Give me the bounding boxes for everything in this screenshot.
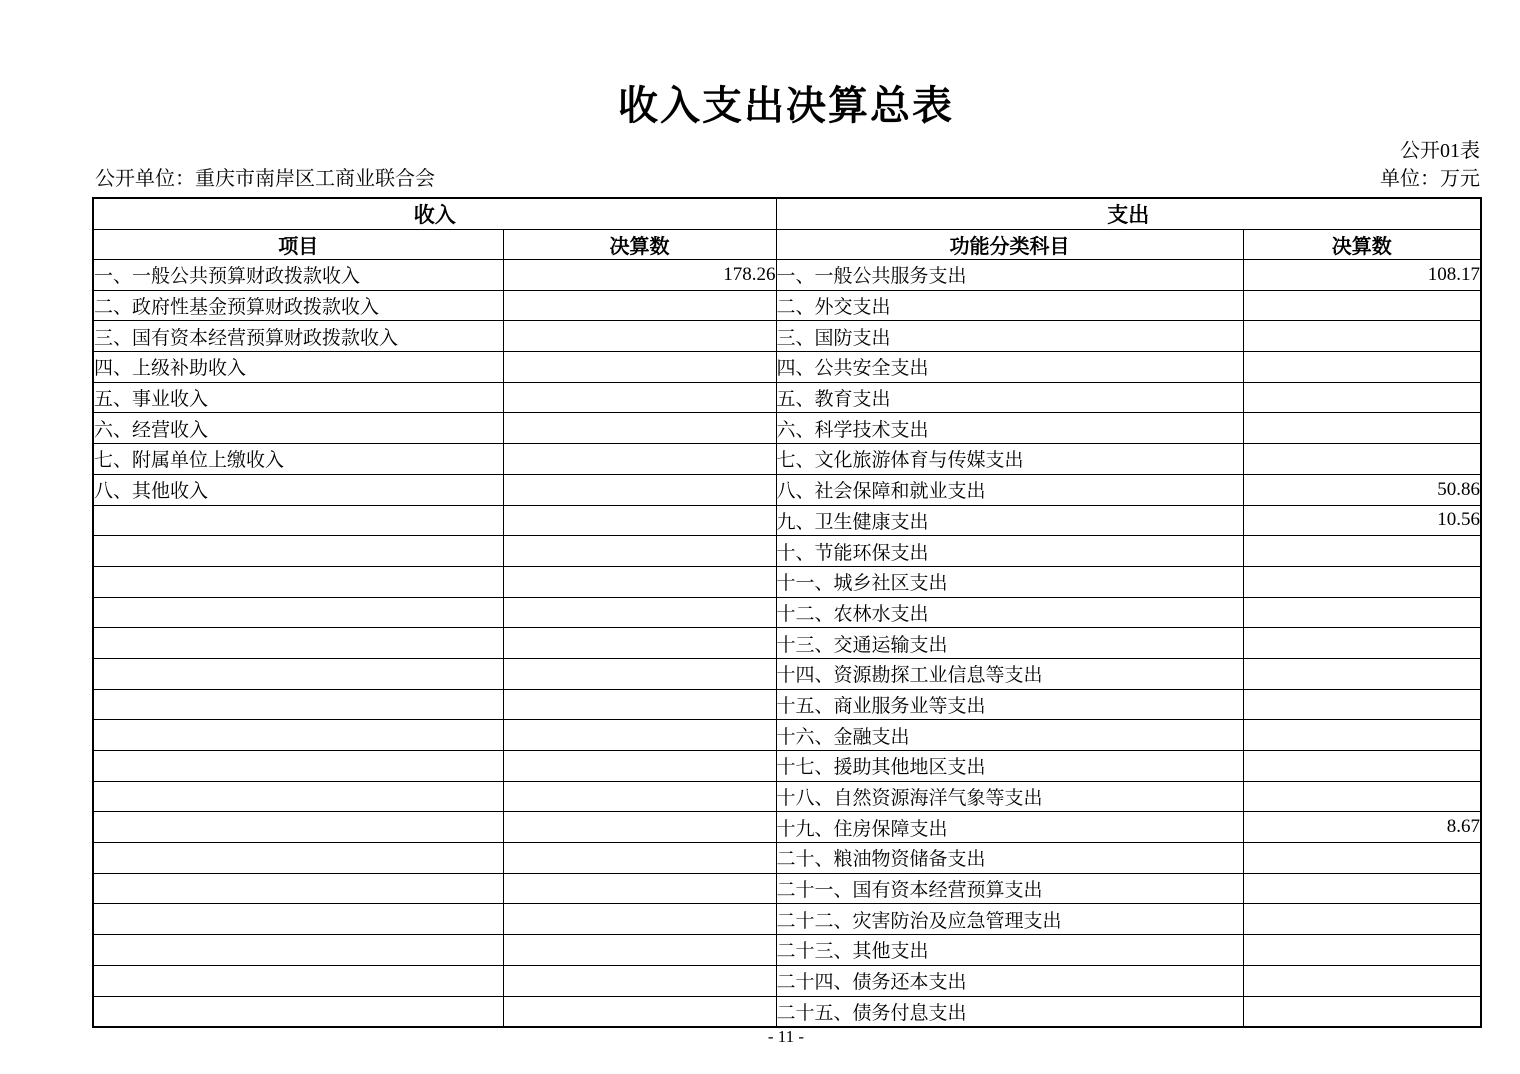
expenditure-amount-cell xyxy=(1243,904,1481,935)
page-number: - 11 - xyxy=(767,1027,805,1046)
expenditure-item-cell: 十八、自然资源海洋气象等支出 xyxy=(776,781,1243,812)
expenditure-amount-cell xyxy=(1243,566,1481,597)
expenditure-amount-cell xyxy=(1243,628,1481,659)
table-row xyxy=(93,260,1481,291)
table-row xyxy=(93,505,1481,536)
expenditure-amount-cell xyxy=(1243,352,1481,383)
income-amount-cell xyxy=(503,505,776,536)
income-amount-cell xyxy=(503,566,776,597)
income-item-cell: 二、政府性基金预算财政拨款收入 xyxy=(93,290,503,321)
table-row xyxy=(93,720,1481,751)
expenditure-item-cell: 十六、金融支出 xyxy=(776,720,1243,751)
table-row xyxy=(93,382,1481,413)
expenditure-item-cell: 二、外交支出 xyxy=(776,290,1243,321)
expenditure-amount-cell xyxy=(1243,536,1481,567)
table-row xyxy=(93,413,1481,444)
income-amount-cell xyxy=(503,658,776,689)
income-amount-cell xyxy=(503,597,776,628)
expenditure-amount-cell xyxy=(1243,751,1481,782)
expenditure-item-cell: 一、一般公共服务支出 xyxy=(776,260,1243,291)
table-row xyxy=(93,566,1481,597)
table-body xyxy=(93,260,1481,1028)
expenditure-item-cell: 三、国防支出 xyxy=(776,321,1243,352)
expenditure-amount-cell xyxy=(1243,382,1481,413)
income-item-cell: 三、国有资本经营预算财政拨款收入 xyxy=(93,321,503,352)
income-item-cell xyxy=(93,751,503,782)
publishing-unit: 公开单位：重庆市南岸区工商业联合会 xyxy=(95,168,435,190)
table-row xyxy=(93,781,1481,812)
table-row xyxy=(93,965,1481,996)
expenditure-item-cell: 四、公共安全支出 xyxy=(776,352,1243,383)
expenditure-item-cell: 七、文化旅游体育与传媒支出 xyxy=(776,444,1243,475)
expenditure-item-column-header: 功能分类科目 xyxy=(776,230,1243,260)
income-item-cell xyxy=(93,873,503,904)
expenditure-item-cell: 二十二、灾害防治及应急管理支出 xyxy=(776,904,1243,935)
income-item-cell xyxy=(93,996,503,1027)
expenditure-amount-cell xyxy=(1243,689,1481,720)
expenditure-amount-cell xyxy=(1243,720,1481,751)
table-row xyxy=(93,597,1481,628)
expenditure-item-cell: 十五、商业服务业等支出 xyxy=(776,689,1243,720)
income-item-cell xyxy=(93,597,503,628)
expenditure-amount-cell xyxy=(1243,996,1481,1027)
expenditure-amount-column-header: 决算数 xyxy=(1243,230,1481,260)
expenditure-amount-cell: 8.67 xyxy=(1243,812,1481,843)
expenditure-item-cell: 八、社会保障和就业支出 xyxy=(776,474,1243,505)
expenditure-item-cell: 二十五、债务付息支出 xyxy=(776,996,1243,1027)
table-row xyxy=(93,444,1481,475)
unit-of-measure: 单位：万元 xyxy=(1380,168,1480,190)
income-amount-cell xyxy=(503,382,776,413)
income-item-cell xyxy=(93,935,503,966)
income-item-cell: 一、一般公共预算财政拨款收入 xyxy=(93,260,503,291)
income-item-cell: 八、其他收入 xyxy=(93,474,503,505)
income-amount-cell xyxy=(503,536,776,567)
expenditure-item-cell: 十七、援助其他地区支出 xyxy=(776,751,1243,782)
table-code: 公开01表 xyxy=(1400,140,1480,162)
income-amount-cell xyxy=(503,628,776,659)
table-row xyxy=(93,812,1481,843)
income-item-cell: 六、经营收入 xyxy=(93,413,503,444)
income-amount-cell xyxy=(503,965,776,996)
expenditure-item-cell: 二十三、其他支出 xyxy=(776,935,1243,966)
income-item-cell: 四、上级补助收入 xyxy=(93,352,503,383)
expenditure-amount-cell xyxy=(1243,444,1481,475)
expenditure-item-cell: 十九、住房保障支出 xyxy=(776,812,1243,843)
expenditure-item-cell: 十二、农林水支出 xyxy=(776,597,1243,628)
table-row xyxy=(93,658,1481,689)
income-item-cell xyxy=(93,505,503,536)
budget-summary-table xyxy=(92,197,1482,1028)
expenditure-item-cell: 二十、粮油物资储备支出 xyxy=(776,843,1243,874)
income-item-cell xyxy=(93,812,503,843)
expenditure-amount-cell xyxy=(1243,321,1481,352)
income-amount-cell xyxy=(503,321,776,352)
section-header-row xyxy=(93,198,1481,230)
expenditure-amount-cell xyxy=(1243,873,1481,904)
income-item-cell xyxy=(93,965,503,996)
income-section-header: 收入 xyxy=(93,198,776,230)
table-row xyxy=(93,352,1481,383)
meta-row xyxy=(92,166,1480,192)
income-amount-cell xyxy=(503,873,776,904)
income-amount-cell xyxy=(503,843,776,874)
income-item-cell xyxy=(93,781,503,812)
expenditure-item-cell: 九、卫生健康支出 xyxy=(776,505,1243,536)
expenditure-section-header: 支出 xyxy=(776,198,1481,230)
income-item-cell xyxy=(93,536,503,567)
income-item-cell xyxy=(93,904,503,935)
table-row xyxy=(93,904,1481,935)
income-item-cell xyxy=(93,566,503,597)
expenditure-item-cell: 十三、交通运输支出 xyxy=(776,628,1243,659)
income-amount-cell xyxy=(503,352,776,383)
income-item-cell: 五、事业收入 xyxy=(93,382,503,413)
expenditure-item-cell: 十、节能环保支出 xyxy=(776,536,1243,567)
income-amount-cell xyxy=(503,290,776,321)
expenditure-amount-cell xyxy=(1243,965,1481,996)
income-item-column-header: 项目 xyxy=(93,230,503,260)
expenditure-item-cell: 二十一、国有资本经营预算支出 xyxy=(776,873,1243,904)
table-row xyxy=(93,935,1481,966)
income-amount-cell xyxy=(503,689,776,720)
income-item-cell xyxy=(93,689,503,720)
table-row xyxy=(93,843,1481,874)
income-amount-column-header: 决算数 xyxy=(503,230,776,260)
table-row xyxy=(93,689,1481,720)
expenditure-item-cell: 十四、资源勘探工业信息等支出 xyxy=(776,658,1243,689)
income-amount-cell xyxy=(503,474,776,505)
income-amount-cell: 178.26 xyxy=(503,260,776,291)
expenditure-amount-cell xyxy=(1243,781,1481,812)
income-item-cell xyxy=(93,720,503,751)
expenditure-amount-cell: 50.86 xyxy=(1243,474,1481,505)
expenditure-item-cell: 十一、城乡社区支出 xyxy=(776,566,1243,597)
expenditure-amount-cell xyxy=(1243,935,1481,966)
income-amount-cell xyxy=(503,935,776,966)
table-row xyxy=(93,873,1481,904)
income-item-cell: 七、附属单位上缴收入 xyxy=(93,444,503,475)
table-row xyxy=(93,290,1481,321)
income-amount-cell xyxy=(503,812,776,843)
expenditure-item-cell: 二十四、债务还本支出 xyxy=(776,965,1243,996)
income-amount-cell xyxy=(503,751,776,782)
column-header-row xyxy=(93,230,1481,260)
income-amount-cell xyxy=(503,781,776,812)
table-row xyxy=(93,996,1481,1027)
income-item-cell xyxy=(93,843,503,874)
expenditure-amount-cell: 10.56 xyxy=(1243,505,1481,536)
page-title: 收入支出决算总表 xyxy=(618,83,954,128)
table-row xyxy=(93,474,1481,505)
income-amount-cell xyxy=(503,444,776,475)
income-item-cell xyxy=(93,628,503,659)
income-amount-cell xyxy=(503,904,776,935)
income-amount-cell xyxy=(503,720,776,751)
table-row xyxy=(93,751,1481,782)
expenditure-amount-cell xyxy=(1243,658,1481,689)
expenditure-amount-cell: 108.17 xyxy=(1243,260,1481,291)
expenditure-amount-cell xyxy=(1243,413,1481,444)
expenditure-item-cell: 六、科学技术支出 xyxy=(776,413,1243,444)
table-row xyxy=(93,536,1481,567)
expenditure-amount-cell xyxy=(1243,597,1481,628)
table-row xyxy=(93,321,1481,352)
expenditure-amount-cell xyxy=(1243,843,1481,874)
income-item-cell xyxy=(93,658,503,689)
expenditure-amount-cell xyxy=(1243,290,1481,321)
expenditure-item-cell: 五、教育支出 xyxy=(776,382,1243,413)
table-row xyxy=(93,628,1481,659)
income-amount-cell xyxy=(503,413,776,444)
income-amount-cell xyxy=(503,996,776,1027)
